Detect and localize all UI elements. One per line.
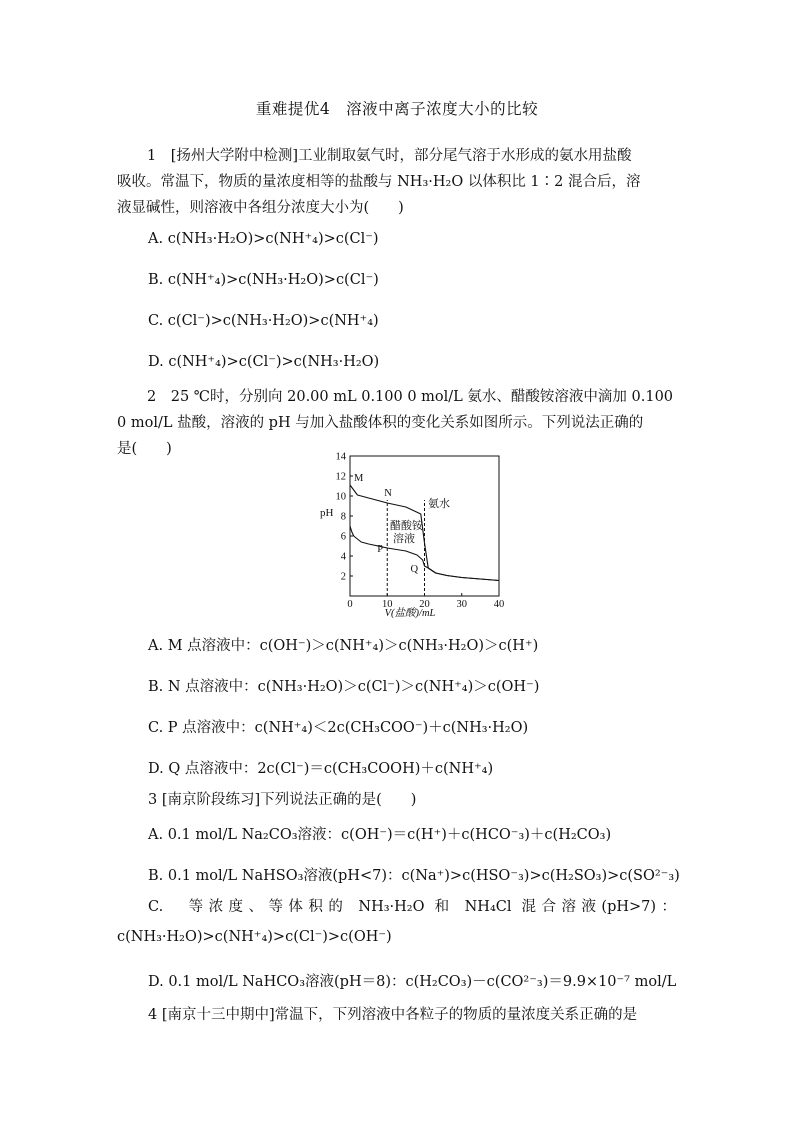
- x-tick-label: 20: [419, 599, 430, 610]
- point-label-q: Q: [410, 564, 419, 575]
- point-label-n: N: [384, 488, 392, 499]
- page-title: 重难提优4 溶液中离子浓度大小的比较: [255, 100, 539, 118]
- x-tick-label: 10: [382, 599, 393, 610]
- question-1-line-3: 液显碱性，则溶液中各组分浓度大小为( ): [117, 200, 404, 216]
- question-3-option-c-line-1: C. 等浓度、等体积的 NH₃·H₂O 和 NH₄Cl 混合溶液(pH>7)：: [148, 899, 676, 915]
- x-tick-label: 40: [493, 599, 505, 610]
- question-2-option-a: A. M 点溶液中：c(OH⁻)＞c(NH⁺₄)＞c(NH₃·H₂O)＞c(H⁺): [148, 638, 539, 654]
- dashed-guides: [387, 500, 424, 596]
- question-2-line-1: 2 25 ℃时，分别向 20.00 mL 0.100 0 mol/L 氨水、醋酸铵溶液中滴加 0.100: [147, 389, 674, 405]
- question-2-line-2: 0 mol/L 盐酸，溶液的 pH 与加入盐酸体积的变化关系如图所示。下列说法正确的: [117, 415, 644, 431]
- question-1-option-a: A. c(NH₃·H₂O)>c(NH⁺₄)>c(Cl⁻): [148, 231, 379, 247]
- point-label-p: P: [377, 544, 384, 555]
- question-4-stem: 4 [南京十三中期中]常温下，下列溶液中各粒子的物质的量浓度关系正确的是: [148, 1007, 638, 1023]
- question-1-option-d: D. c(NH⁺₄)>c(Cl⁻)>c(NH₃·H₂O): [148, 354, 380, 370]
- y-tick-label: 8: [340, 511, 346, 523]
- annotation-ammonium-acetate-1: 醋酸铵: [390, 520, 423, 532]
- question-3-stem: 3 [南京阶段练习]下列说法正确的是( ): [148, 792, 417, 808]
- question-1-line-2: 吸收。常温下，物质的量浓度相等的盐酸与 NH₃·H₂O 以体积比 1∶2 混合后，溶: [117, 174, 641, 190]
- y-tick-label: 14: [335, 451, 346, 463]
- point-label-m: M: [354, 473, 364, 484]
- question-1-stem: [117, 143, 677, 169]
- question-1-option-c: C. c(Cl⁻)>c(NH₃·H₂O)>c(NH⁺₄): [148, 313, 379, 329]
- series-lines: [350, 485, 499, 581]
- question-3-option-b: B. 0.1 mol/L NaHSO₃溶液(pH<7)：c(Na⁺)>c(HSO⁻₃)>c(H₂SO₃)>c(SO²⁻₃): [148, 868, 680, 884]
- annotation-ammonia: 氨水: [428, 498, 450, 510]
- question-2-option-c: C. P 点溶液中：c(NH⁺₄)＜2c(CH₃COO⁻)＋c(NH₃·H₂O): [148, 720, 529, 736]
- question-2-option-b: B. N 点溶液中：c(NH₃·H₂O)＞c(Cl⁻)＞c(NH⁺₄)＞c(OH⁻): [148, 679, 540, 695]
- question-3-option-d: D. 0.1 mol/L NaHCO₃溶液(pH＝8)：c(H₂CO₃)－c(CO²⁻₃)＝9.9×10⁻⁷ mol/L: [148, 974, 677, 990]
- question-3-option-a: A. 0.1 mol/L Na₂CO₃溶液：c(OH⁻)＝c(H⁺)＋c(HCO⁻₃)＋c(H₂CO₃): [148, 827, 612, 843]
- question-2-line-3: 是( ): [117, 441, 172, 457]
- x-tick-label: 30: [456, 599, 467, 610]
- y-tick-label: 6: [340, 531, 346, 543]
- question-1-option-b: B. c(NH⁺₄)>c(NH₃·H₂O)>c(Cl⁻): [148, 272, 379, 288]
- annotation-ammonium-acetate-2: 溶液: [393, 533, 415, 545]
- y-tick-label: 2: [340, 571, 346, 583]
- y-axis-label: pH: [320, 507, 334, 519]
- y-tick-label: 4: [340, 551, 346, 563]
- y-tick-label: 12: [335, 471, 346, 483]
- ph-titration-chart: [318, 450, 508, 620]
- x-tick-label: 0: [347, 599, 353, 610]
- x-axis-label: V(盐酸)/mL: [384, 608, 436, 619]
- question-2-option-d: D. Q 点溶液中：2c(Cl⁻)＝c(CH₃COOH)＋c(NH⁺₄): [148, 761, 494, 777]
- y-tick-label: 10: [335, 491, 346, 503]
- question-3-option-c-line-2: c(NH₃·H₂O)>c(NH⁺₄)>c(Cl⁻)>c(OH⁻): [117, 929, 392, 945]
- question-1-line-1: 1 [扬州大学附中检测]工业制取氨气时，部分尾气溶于水形成的氨水用盐酸: [147, 148, 632, 164]
